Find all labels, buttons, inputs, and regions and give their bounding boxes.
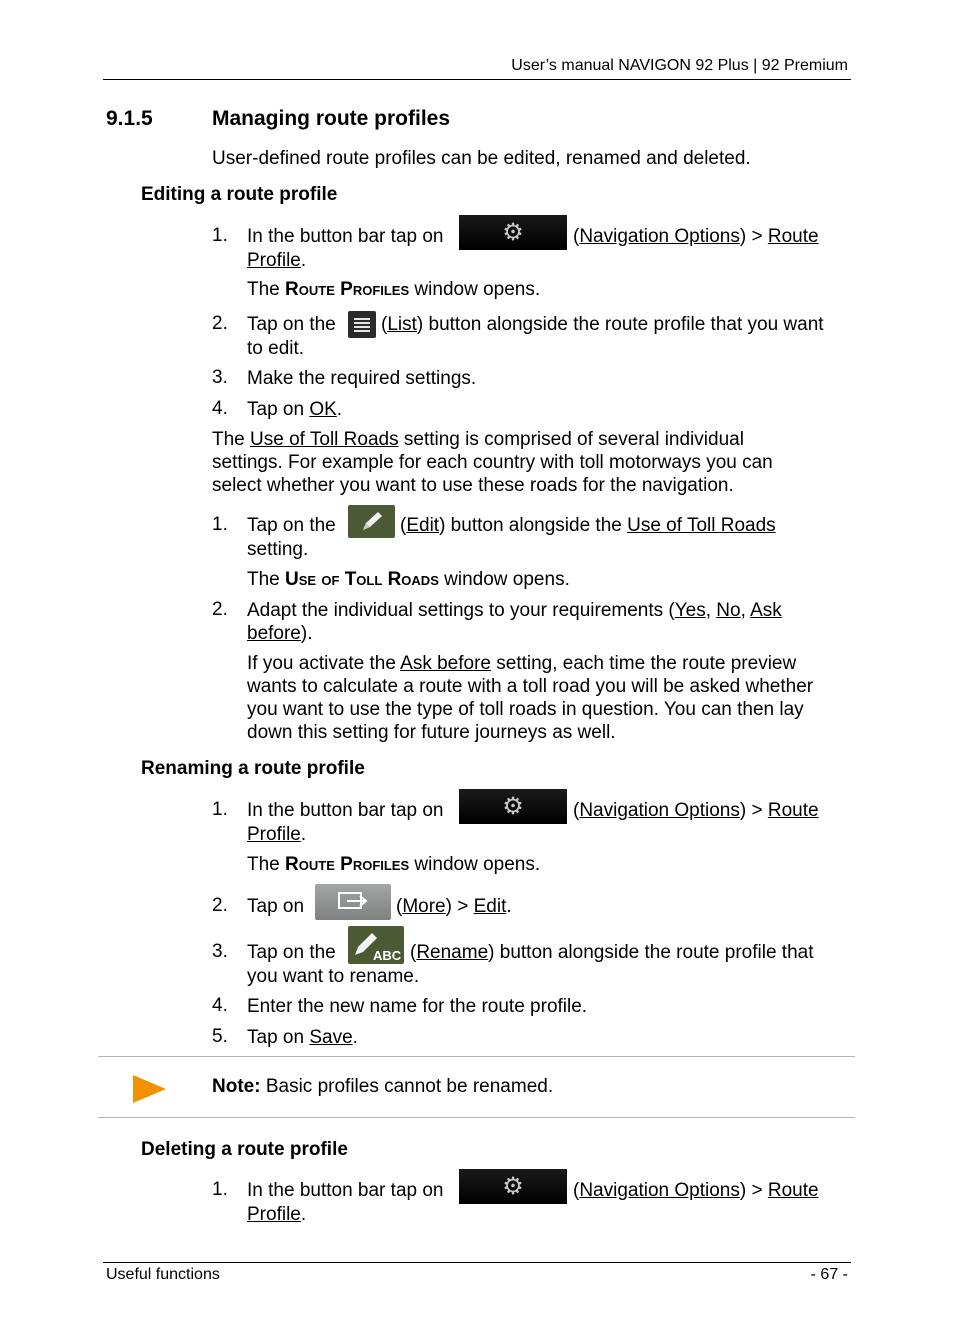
profile-link: Profile [247, 1204, 301, 1225]
window-name: Route Profiles [285, 279, 410, 300]
use-of-toll-roads-link: Use of Toll Roads [250, 429, 399, 450]
step-text-line2: to edit. [247, 338, 305, 359]
step-number: 2. [212, 599, 228, 620]
step-text-cont: (Rename) button alongside the route profile that [410, 942, 814, 963]
paragraph-line: select whether you want to use these roads for the navigation. [212, 475, 734, 496]
route-link: Route [767, 800, 819, 821]
step-text-cont: (Navigation Options) > Route [573, 226, 819, 247]
use-of-toll-roads-link: Use of Toll Roads [627, 515, 776, 536]
step-text-line2: before). [247, 623, 313, 644]
profile-link: Profile [247, 824, 301, 845]
step-text-line2: you want to rename. [247, 966, 420, 987]
ask-link: Ask [750, 600, 782, 621]
note-text: Note: Basic profiles cannot be renamed. [212, 1076, 554, 1097]
step-number: 2. [212, 895, 228, 916]
step-text: Tap on the [247, 942, 336, 963]
note-label: Note: [212, 1076, 261, 1097]
navigation-options-link: Navigation Options [579, 226, 740, 247]
no-link: No [716, 600, 741, 621]
step-text: In the button bar tap on [247, 1180, 444, 1201]
paragraph-line: down this setting for future journeys as well. [247, 722, 616, 743]
footer-section: Useful functions [106, 1266, 220, 1283]
window-opens-note: The Route Profiles window opens. [247, 279, 541, 300]
route-link: Route [767, 226, 819, 247]
step-text-cont: (Edit) button alongside the Use of Toll Roads [400, 515, 776, 536]
deleting-heading: Deleting a route profile [141, 1139, 348, 1160]
paragraph-line: you want to use the type of toll roads in question. You can then lay [247, 699, 804, 720]
paragraph-line: The Use of Toll Roads setting is comprised of several individual [212, 429, 744, 450]
paragraph-line: If you activate the Ask before setting, each time the route preview [247, 653, 797, 674]
note-top-rule [98, 1056, 855, 1057]
navigation-options-link: Navigation Options [579, 800, 740, 821]
navigation-options-button[interactable] [459, 1169, 567, 1204]
route-link: Route [767, 1180, 819, 1201]
rename-link: Rename [416, 942, 489, 963]
step-text: In the button bar tap on [247, 800, 444, 821]
more-icon [335, 890, 371, 914]
gear-icon: ⚙ [502, 1172, 524, 1200]
paragraph-line: wants to calculate a route with a toll road you will be asked whether [247, 676, 814, 697]
step-number: 1. [212, 1179, 228, 1200]
window-name: Route Profiles [285, 854, 410, 875]
step-text-line2: Profile. [247, 824, 307, 845]
gear-icon: ⚙ [502, 218, 524, 246]
header-rule [103, 79, 851, 80]
list-icon [353, 316, 371, 334]
step-text: Tap on [247, 896, 305, 917]
step-text: Tap on Save. [247, 1027, 358, 1048]
edit-link: Edit [473, 896, 507, 917]
step-text-cont: (List) button alongside the route profile that you want [381, 314, 824, 335]
running-header: User’s manual NAVIGON 92 Plus | 92 Premium [511, 57, 848, 74]
rename-button[interactable] [348, 926, 404, 964]
list-link: List [387, 314, 417, 335]
edit-link: Edit [406, 515, 440, 536]
step-number: 5. [212, 1026, 228, 1047]
section-title: Managing route profiles [212, 107, 451, 130]
footer-rule [103, 1262, 851, 1263]
step-number: 1. [212, 799, 228, 820]
step-text: In the button bar tap on [247, 226, 444, 247]
renaming-heading: Renaming a route profile [141, 758, 365, 779]
navigation-options-button[interactable] [459, 789, 567, 824]
step-text-line2: setting. [247, 539, 309, 560]
step-text-cont: (More) > Edit. [396, 896, 512, 917]
step-number: 1. [212, 225, 228, 246]
profile-link: Profile [247, 250, 301, 271]
ask-before-link: Ask before [400, 653, 491, 674]
section-intro: User-defined route profiles can be edited, renamed and deleted. [212, 148, 751, 169]
rename-icon [349, 927, 403, 963]
step-text: Enter the new name for the route profile. [247, 996, 588, 1017]
step-number: 1. [212, 514, 228, 535]
before-link: before [247, 623, 301, 644]
step-text-line2: Profile. [247, 250, 307, 271]
step-number: 3. [212, 941, 228, 962]
editing-heading: Editing a route profile [141, 184, 338, 205]
step-text: Adapt the individual settings to your requirements (Yes, No, Ask [247, 600, 782, 621]
list-button[interactable] [348, 311, 376, 338]
step-number: 3. [212, 367, 228, 388]
paragraph-line: settings. For example for each country with toll motorways you can [212, 452, 773, 473]
pencil-icon [357, 509, 387, 535]
yes-link: Yes [674, 600, 706, 621]
step-text-line2: Profile. [247, 1204, 307, 1225]
section-number: 9.1.5 [106, 107, 153, 130]
window-opens-note: The Use of Toll Roads window opens. [247, 569, 570, 590]
step-number: 2. [212, 313, 228, 334]
step-text: Make the required settings. [247, 368, 477, 389]
ok-link: OK [309, 399, 337, 420]
step-number: 4. [212, 995, 228, 1016]
note-bottom-rule [98, 1117, 855, 1118]
step-number: 4. [212, 398, 228, 419]
step-text-cont: (Navigation Options) > Route [573, 800, 819, 821]
note-arrow-icon [133, 1075, 166, 1103]
navigation-options-link: Navigation Options [579, 1180, 740, 1201]
rename-icon-text: ABC [373, 948, 402, 963]
step-text: Tap on the [247, 515, 336, 536]
window-name: Use of Toll Roads [285, 569, 439, 590]
step-text-cont: (Navigation Options) > Route [573, 1180, 819, 1201]
navigation-options-button[interactable] [459, 215, 567, 250]
edit-button[interactable] [348, 505, 395, 538]
save-link: Save [309, 1027, 353, 1048]
step-text: Tap on the [247, 314, 336, 335]
step-text: Tap on OK. [247, 399, 343, 420]
more-link: More [402, 896, 446, 917]
page-number: - 67 - [810, 1266, 848, 1283]
gear-icon: ⚙ [502, 792, 524, 820]
more-button[interactable] [315, 884, 391, 920]
window-opens-note: The Route Profiles window opens. [247, 854, 541, 875]
